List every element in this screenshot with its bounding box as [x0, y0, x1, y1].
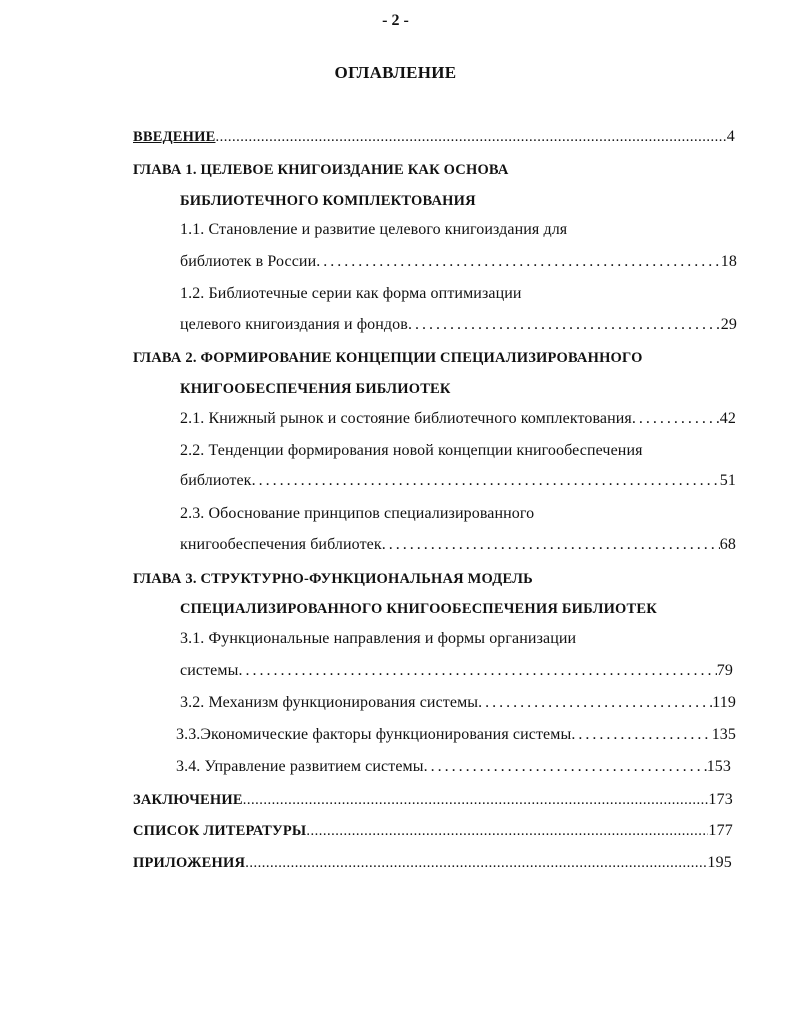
section-2-3-line-1[interactable]: 2.3. Обоснование принципов специализированного — [180, 505, 535, 522]
dot-leader — [478, 694, 712, 712]
toc-page-number: 29 — [720, 316, 737, 333]
dot-leader — [252, 472, 720, 490]
toc-page-number: 173 — [708, 791, 733, 808]
toc-entry-section-1-1[interactable] — [180, 253, 737, 271]
dot-leader — [245, 855, 707, 872]
toc-page-number: 135 — [711, 726, 736, 743]
toc-page-number: 51 — [719, 472, 736, 489]
toc-entry-section-3-3[interactable] — [176, 726, 736, 744]
toc-entry-appendices[interactable] — [133, 854, 732, 872]
chapter-1-heading-line-2[interactable]: БИБЛИОТЕЧНОГО КОМПЛЕКТОВАНИЯ — [180, 193, 476, 209]
dot-leader — [316, 253, 721, 271]
section-1-1-line-1[interactable]: 1.1. Становление и развитие целевого книгоиздания для — [180, 221, 568, 238]
toc-entry-label: 3.2. Механизм функционирования системы — [180, 694, 479, 711]
dot-leader — [632, 410, 720, 428]
toc-page-number: 18 — [720, 253, 737, 270]
dot-leader — [408, 316, 721, 334]
toc-page-number: 177 — [708, 822, 733, 839]
toc-page-number: 68 — [719, 536, 736, 553]
toc-entry-label: ПРИЛОЖЕНИЯ — [133, 855, 246, 871]
chapter-1-heading-line-1[interactable]: ГЛАВА 1. ЦЕЛЕВОЕ КНИГОИЗДАНИЕ КАК ОСНОВА — [133, 162, 509, 178]
toc-entry-section-3-2[interactable] — [180, 694, 736, 712]
toc-entry-references[interactable] — [133, 822, 733, 840]
toc-page-number: 79 — [716, 662, 733, 679]
toc-entry-label: книгообеспечения библиотек — [180, 536, 382, 553]
toc-entry-label: 2.1. Книжный рынок и состояние библиотечного комплектования — [180, 410, 632, 427]
toc-page-number: 4 — [726, 128, 735, 145]
toc-entry-label: целевого книгоиздания и фондов — [180, 316, 408, 333]
dot-leader — [306, 823, 708, 840]
dot-leader — [216, 129, 727, 146]
toc-entry-label: СПИСОК ЛИТЕРАТУРЫ — [133, 823, 307, 839]
toc-page-number: 119 — [712, 694, 736, 711]
toc-entry-section-2-2[interactable] — [180, 472, 736, 490]
page-title: ОГЛАВЛЕНИЕ — [334, 63, 457, 82]
toc-entry-section-2-1[interactable] — [180, 410, 736, 428]
chapter-2-heading-line-2[interactable]: КНИГООБЕСПЕЧЕНИЯ БИБЛИОТЕК — [180, 381, 451, 397]
toc-entry-section-1-2[interactable] — [180, 316, 737, 334]
toc-entry-label: 3.3.Экономические факторы функционирования системы — [176, 726, 572, 743]
dot-leader — [424, 758, 707, 776]
toc-page-number: 153 — [706, 758, 731, 775]
toc-entry-label: библиотек — [180, 472, 252, 489]
toc-entry-label: библиотек в России — [180, 253, 317, 270]
toc-entry-label: 3.4. Управление развитием системы — [176, 758, 424, 775]
dot-leader — [243, 792, 709, 809]
toc-entry-label: ВВЕДЕНИЕ — [133, 129, 216, 145]
dot-leader — [382, 536, 720, 554]
toc-entry-label: системы — [180, 662, 239, 679]
toc-page-number: 195 — [707, 854, 732, 871]
section-1-2-line-1[interactable]: 1.2. Библиотечные серии как форма оптимизации — [180, 285, 522, 302]
chapter-2-heading-line-1[interactable]: ГЛАВА 2. ФОРМИРОВАНИЕ КОНЦЕПЦИИ СПЕЦИАЛИЗИРОВАННОГО — [133, 350, 643, 366]
toc-entry-introduction[interactable] — [133, 128, 735, 146]
chapter-3-heading-line-1[interactable]: ГЛАВА 3. СТРУКТУРНО-ФУНКЦИОНАЛЬНАЯ МОДЕЛЬ — [133, 571, 533, 587]
toc-entry-section-2-3[interactable] — [180, 536, 736, 554]
toc-entry-label: ЗАКЛЮЧЕНИЕ — [133, 792, 243, 808]
chapter-3-heading-line-2[interactable]: СПЕЦИАЛИЗИРОВАННОГО КНИГООБЕСПЕЧЕНИЯ БИБЛИОТЕК — [180, 601, 657, 617]
section-2-2-line-1[interactable]: 2.2. Тенденции формирования новой концепции книгообеспечения — [180, 442, 643, 459]
toc-entry-conclusion[interactable] — [133, 791, 733, 809]
dot-leader — [571, 726, 711, 744]
toc-entry-section-3-4[interactable] — [176, 758, 731, 776]
toc-page-number: 42 — [719, 410, 736, 427]
dot-leader — [238, 662, 716, 680]
toc-entry-section-3-1[interactable] — [180, 662, 733, 680]
section-3-1-line-1[interactable]: 3.1. Функциональные направления и формы организации — [180, 630, 577, 647]
page-number: - 2 - — [382, 12, 409, 29]
